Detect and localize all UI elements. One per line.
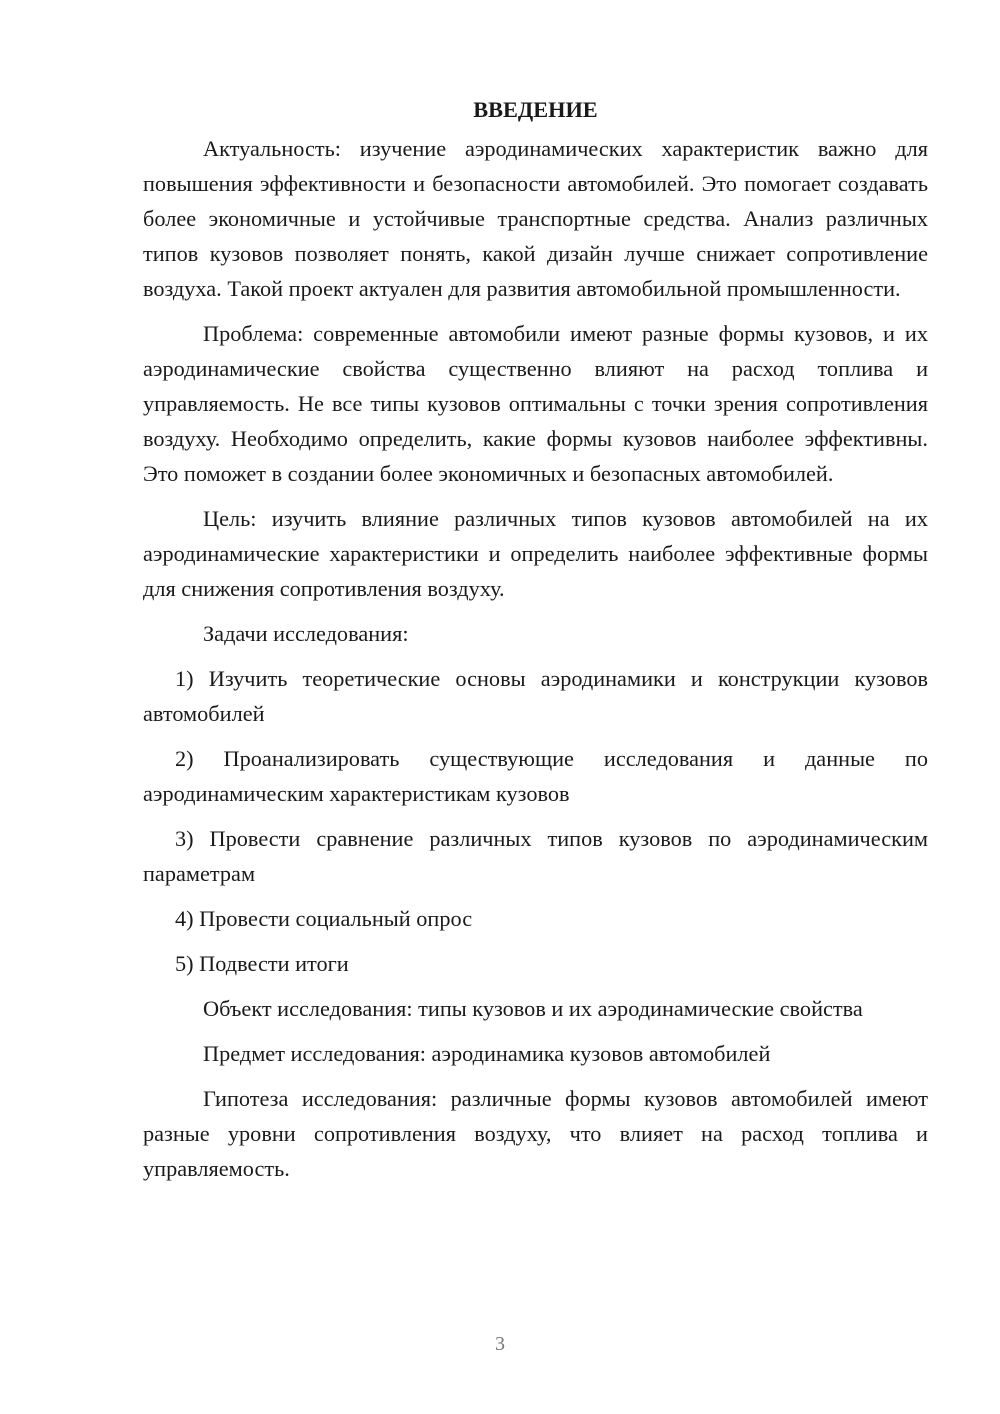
- task-item-1: 1) Изучить теоретические основы аэродинамики и конструкции кузовов автомобилей: [143, 666, 928, 726]
- object-paragraph: Объект исследования: типы кузовов и их аэродинамические свойства: [203, 996, 863, 1021]
- task-item-4: 4) Провести социальный опрос: [175, 906, 473, 931]
- page-number: 3: [495, 1333, 505, 1355]
- task-item-3: 3) Провести сравнение различных типов кузовов по аэродинамическим параметрам: [143, 826, 928, 886]
- subject-paragraph: Предмет исследования: аэродинамика кузовов автомобилей: [203, 1041, 771, 1066]
- page-title: ВВЕДЕНИЕ: [473, 97, 598, 122]
- hypothesis-paragraph: Гипотеза исследования: различные формы кузовов автомобилей имеют разные уровни сопротивления воздуху, что влияет на расход топлива и управляемость.: [143, 1086, 928, 1181]
- problem-paragraph: Проблема: современные автомобили имеют разные формы кузовов, и их аэродинамические свойства существенно влияют на расход топлива и управляемость. Не все типы кузовов оптимальны с точки зрения сопротивления воздуху. Необходимо определить, какие формы кузовов наиболее эффективны. Это поможет в создании более экономичных и безопасных автомобилей.: [143, 321, 928, 486]
- task-item-5: 5) Подвести итоги: [175, 951, 349, 976]
- task-item-2: 2) Проанализировать существующие исследования и данные по аэродинамическим характеристикам кузовов: [143, 746, 928, 806]
- document-page: [143, 92, 928, 1196]
- goal-paragraph: Цель: изучить влияние различных типов кузовов автомобилей на их аэродинамические характеристики и определить наиболее эффективные формы для снижения сопротивления воздуху.: [143, 506, 928, 601]
- relevance-paragraph: Актуальность: изучение аэродинамических характеристик важно для повышения эффективности и безопасности автомобилей. Это помогает создавать более экономичные и устойчивые транспортные средства. Анализ различных типов кузовов позволяет понять, какой дизайн лучше снижает сопротивление воздуха. Такой проект актуален для развития автомобильной промышленности.: [143, 136, 928, 301]
- tasks-heading: Задачи исследования:: [203, 621, 409, 646]
